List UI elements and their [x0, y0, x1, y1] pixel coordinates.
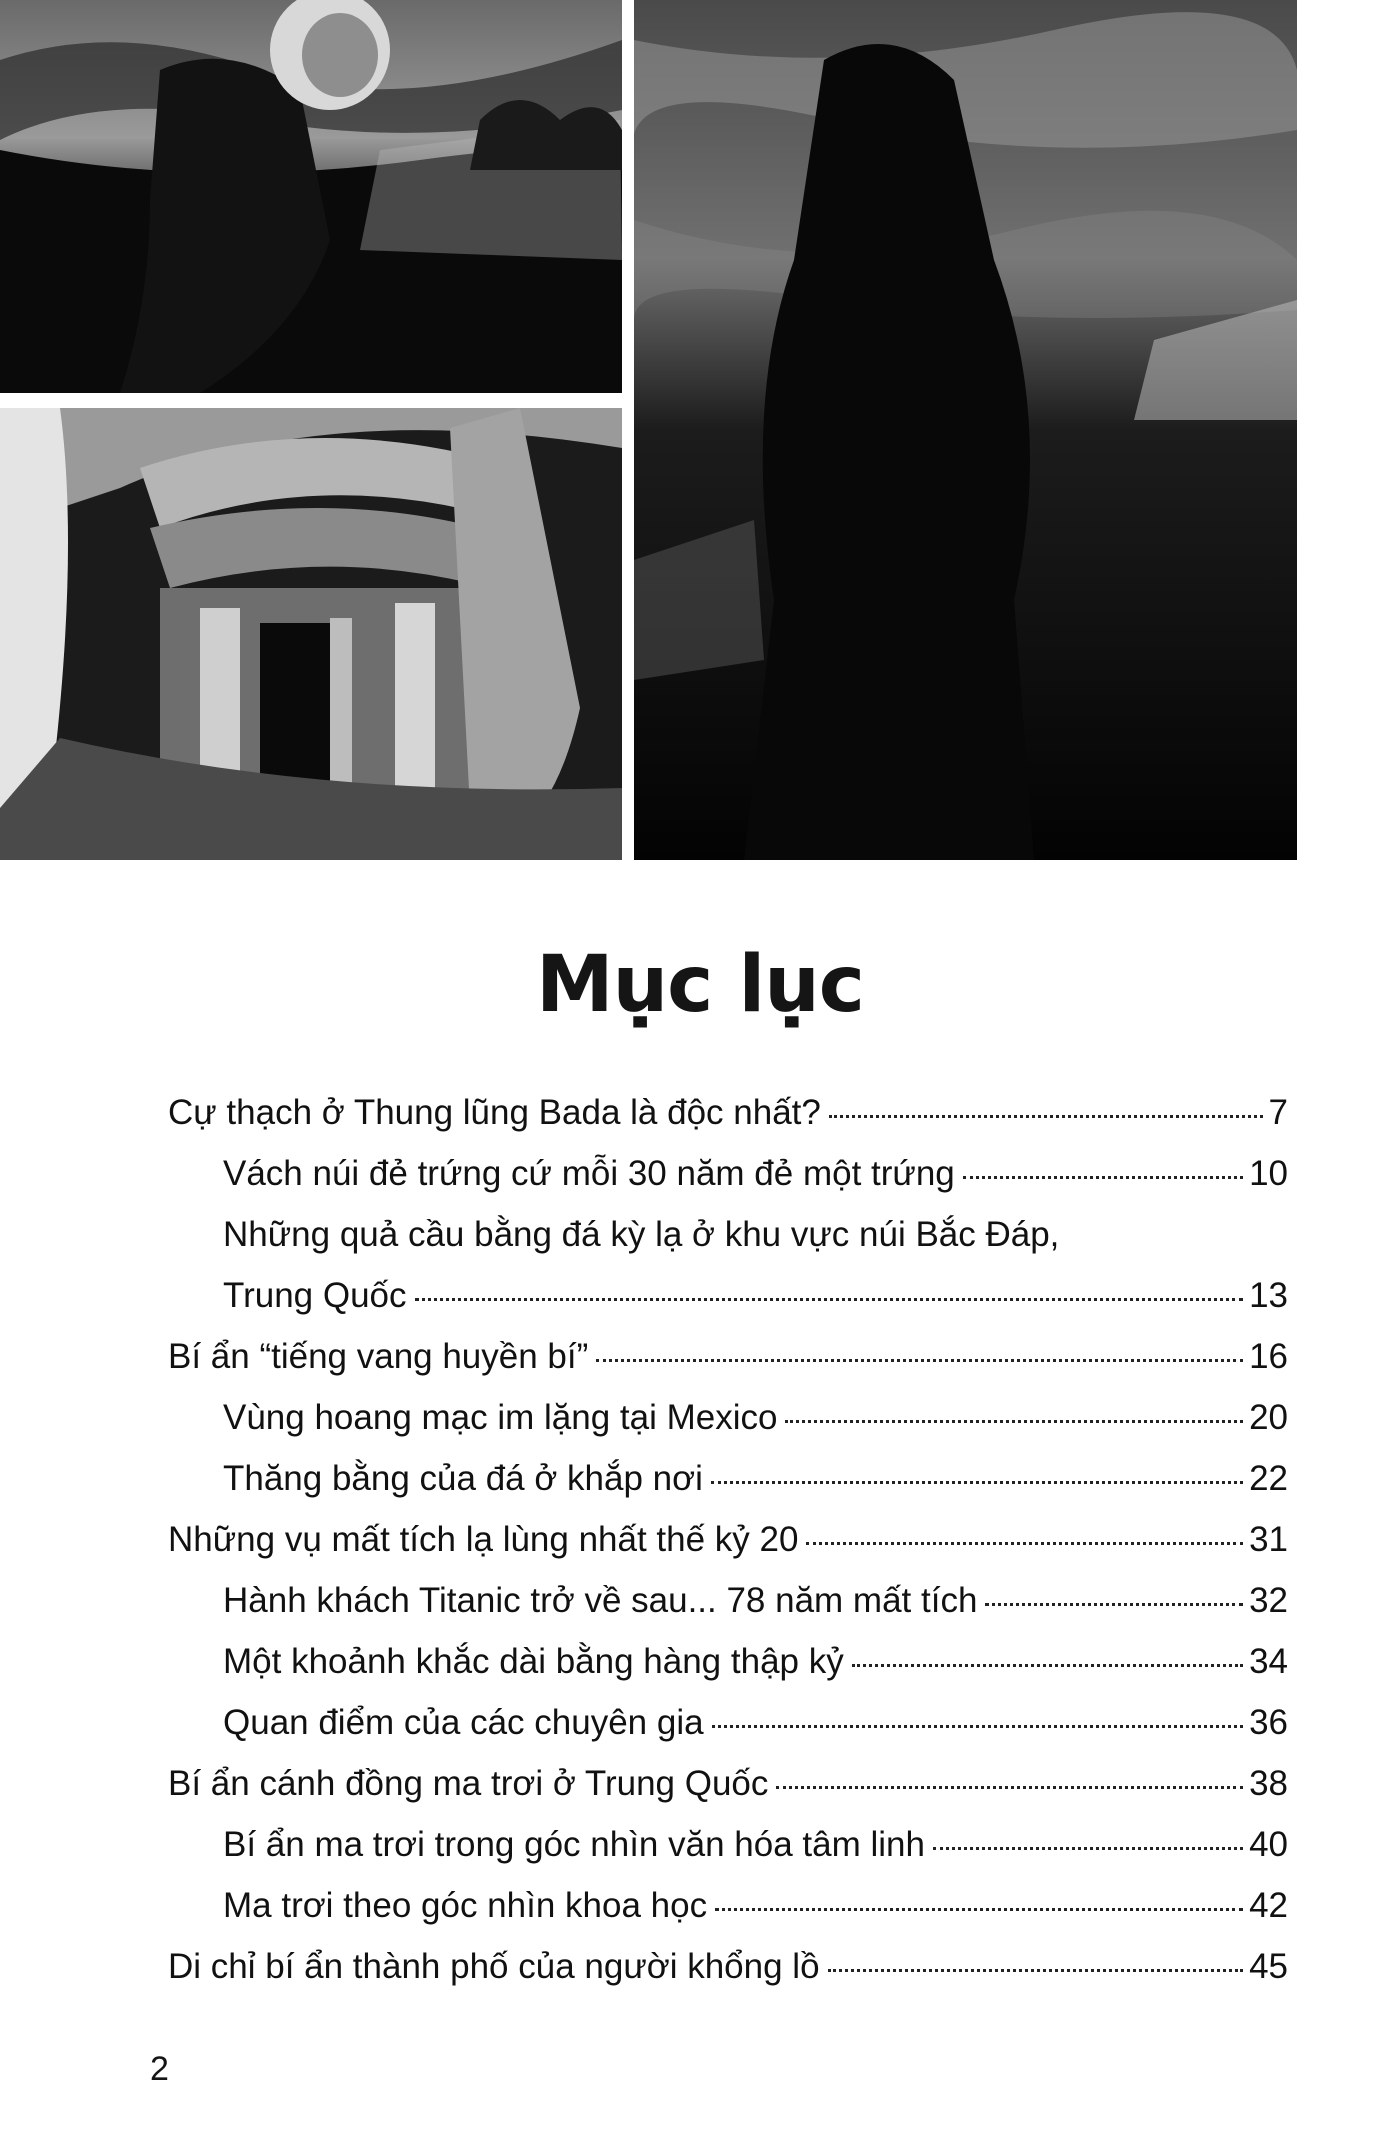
toc-entry[interactable]: [168, 1143, 1288, 1204]
toc-entry-page: 16: [1249, 1337, 1288, 1376]
toc-entry-page: 34: [1249, 1642, 1288, 1681]
dot-leader: [712, 1725, 1243, 1728]
dot-leader: [985, 1603, 1243, 1606]
toc-entry-title-line2: Trung Quốc: [223, 1276, 407, 1315]
dot-leader: [715, 1908, 1243, 1911]
photo-dark-standing-stone: [634, 0, 1297, 860]
dot-leader: [415, 1298, 1244, 1301]
toc-entry-page: 32: [1249, 1581, 1288, 1620]
toc-entry[interactable]: [168, 1814, 1288, 1875]
dot-leader: [829, 1115, 1263, 1118]
toc-entry-page: 22: [1249, 1459, 1288, 1498]
toc-entry-page: 45: [1249, 1947, 1288, 1986]
dot-leader: [828, 1969, 1244, 1972]
toc-entry-title: Vùng hoang mạc im lặng tại Mexico: [223, 1398, 778, 1437]
dot-leader: [963, 1176, 1243, 1179]
page-number: 2: [150, 2050, 169, 2088]
toc-entry-page: 20: [1249, 1398, 1288, 1437]
dot-leader: [776, 1786, 1243, 1789]
toc-entry-title: Thăng bằng của đá ở khắp nơi: [223, 1459, 703, 1498]
dot-leader: [933, 1847, 1243, 1850]
toc-entry-title: Vách núi đẻ trứng cứ mỗi 30 năm đẻ một trứng: [223, 1154, 955, 1193]
dot-leader: [806, 1542, 1243, 1545]
toc-entry[interactable]: [168, 1753, 1288, 1814]
dot-leader: [596, 1359, 1243, 1362]
photo-statue-twilight: [0, 0, 622, 393]
toc-entry-page: 10: [1249, 1154, 1288, 1193]
toc-entry-title: Những vụ mất tích lạ lùng nhất thế kỷ 20: [168, 1520, 799, 1559]
toc-entry[interactable]: [168, 1448, 1288, 1509]
page-title: Mục lục: [535, 940, 865, 1030]
dot-leader: [785, 1420, 1243, 1423]
toc-entry[interactable]: [168, 1082, 1288, 1143]
toc-entry-page: 13: [1249, 1276, 1288, 1315]
toc-entry[interactable]: [168, 1387, 1288, 1448]
toc-entry-title: Bí ẩn “tiếng vang huyền bí”: [168, 1337, 589, 1376]
toc-entry[interactable]: [168, 1692, 1288, 1753]
toc-entry-title: Hành khách Titanic trở về sau... 78 năm mất tích: [223, 1581, 978, 1620]
toc-entry-page: 40: [1249, 1825, 1288, 1864]
toc-entry[interactable]: [168, 1875, 1288, 1936]
toc-entry[interactable]: [168, 1936, 1288, 1997]
dot-leader: [711, 1481, 1243, 1484]
toc-entry-page: 38: [1249, 1764, 1288, 1803]
toc-entry[interactable]: [168, 1509, 1288, 1570]
toc-entry-page: 7: [1268, 1093, 1288, 1132]
toc-entry-page: 36: [1249, 1703, 1288, 1742]
toc-entry-title-line1: Những quả cầu bằng đá kỳ lạ ở khu vực núi Bắc Đáp,: [223, 1215, 1060, 1254]
toc-entry-title: Bí ẩn cánh đồng ma trơi ở Trung Quốc: [168, 1764, 769, 1803]
toc-entry-title: Ma trơi theo góc nhìn khoa học: [223, 1886, 708, 1925]
dot-leader: [852, 1664, 1243, 1667]
toc-entry[interactable]: [168, 1631, 1288, 1692]
toc-entry-title: Quan điểm của các chuyên gia: [223, 1703, 704, 1742]
toc-entry-title: Một khoảnh khắc dài bằng hàng thập kỷ: [223, 1642, 844, 1681]
toc-entry[interactable]: [168, 1326, 1288, 1387]
toc-entry[interactable]: [168, 1204, 1288, 1326]
toc-entry-title: Cự thạch ở Thung lũng Bada là độc nhất?: [168, 1093, 821, 1132]
photo-stone-temple: [0, 408, 622, 860]
table-of-contents: [168, 1082, 1288, 1997]
toc-entry-page: 31: [1249, 1520, 1288, 1559]
toc-entry[interactable]: [168, 1570, 1288, 1631]
toc-entry-title: Bí ẩn ma trơi trong góc nhìn văn hóa tâm linh: [223, 1825, 925, 1864]
toc-entry-title: Di chỉ bí ẩn thành phố của người khổng lồ: [168, 1947, 820, 1986]
toc-entry-page: 42: [1249, 1886, 1288, 1925]
